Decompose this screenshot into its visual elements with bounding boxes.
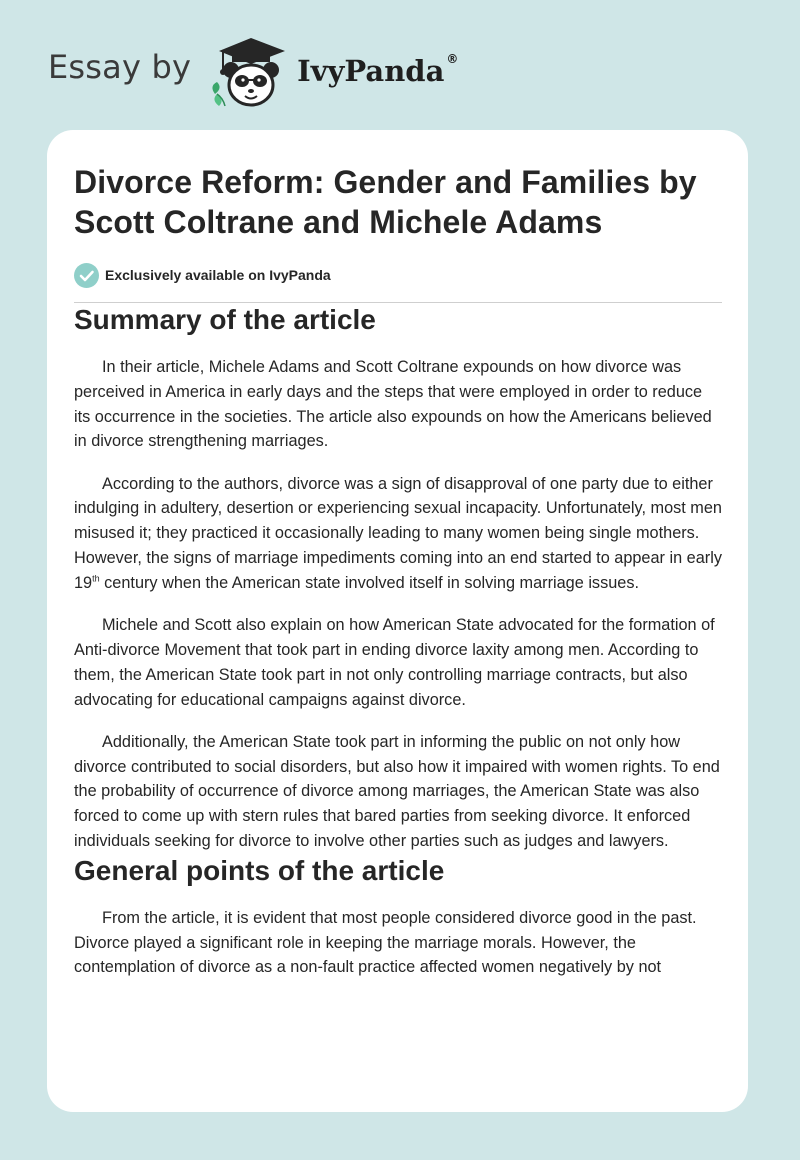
paragraph [74, 472, 722, 596]
summary-paragraphs [74, 355, 722, 854]
paragraph: Additionally, the American State took part in informing the public on not only how divorce contributed to social disorders, but also how it impaired with women rights. To end the probability of occurrence of divorce among marriages, the American State was also forced to come up with stern rules that bared parties from seeking divorce. It enforced individuals seeking for divorce to involve other parties such as judges and lawyers. [74, 732, 720, 851]
paragraph-text: century when the American state involved itself in solving marriage issues. [99, 573, 639, 592]
paragraph: Michele and Scott also explain on how American State advocated for the formation of Anti-divorce Movement that took part in ending divorce laxity among men. According to them, the American State took part in not only controlling marriage contracts, but also advocating for educational campaigns against divorce. [74, 616, 715, 709]
brand-prefix: Essay by [48, 48, 192, 86]
registered-mark: ® [446, 52, 459, 66]
essay-content [74, 162, 722, 980]
essay-title: Divorce Reform: Gender and Families by Scott Coltrane and Michele Adams [74, 164, 697, 240]
brand-name[interactable]: IvyPanda ® [297, 52, 459, 88]
ordinal-superscript: th [92, 573, 100, 584]
check-circle-icon [74, 263, 105, 288]
exclusive-label: Exclusively available on IvyPanda [105, 267, 331, 283]
section-heading-general-points: General points of the article [74, 854, 445, 886]
exclusive-badge [74, 262, 722, 288]
essay-card [47, 130, 748, 1112]
paragraph: In their article, Michele Adams and Scott Coltrane expounds on how divorce was perceived in America in early days and the steps that were employed in order to reduce its occurrence in the societies. The article also expounds on how the Americans believed in divorce strengthening marriages. [74, 358, 712, 451]
paragraph-text: According to the authors, divorce was a sign of disapproval of one party due to either indulging in adultery, desertion or experiencing sexual incapacity. Unfortunately, most men misused it; they practiced it occasionally leading to many women being single mothers. However, the signs of marriage impediments coming into an end started to appear in early 19 [74, 474, 722, 592]
panda-graduate-logo-icon[interactable] [205, 30, 301, 110]
paragraph: From the article, it is evident that most people considered divorce good in the past. Divorce played a significant role in keeping the marriage morals. However, the contemplation of divorce as a non-fault practice affected women negatively by not [74, 908, 697, 977]
general-points-paragraphs [74, 906, 722, 980]
site-header [48, 30, 459, 110]
section-heading-summary: Summary of the article [74, 304, 376, 335]
